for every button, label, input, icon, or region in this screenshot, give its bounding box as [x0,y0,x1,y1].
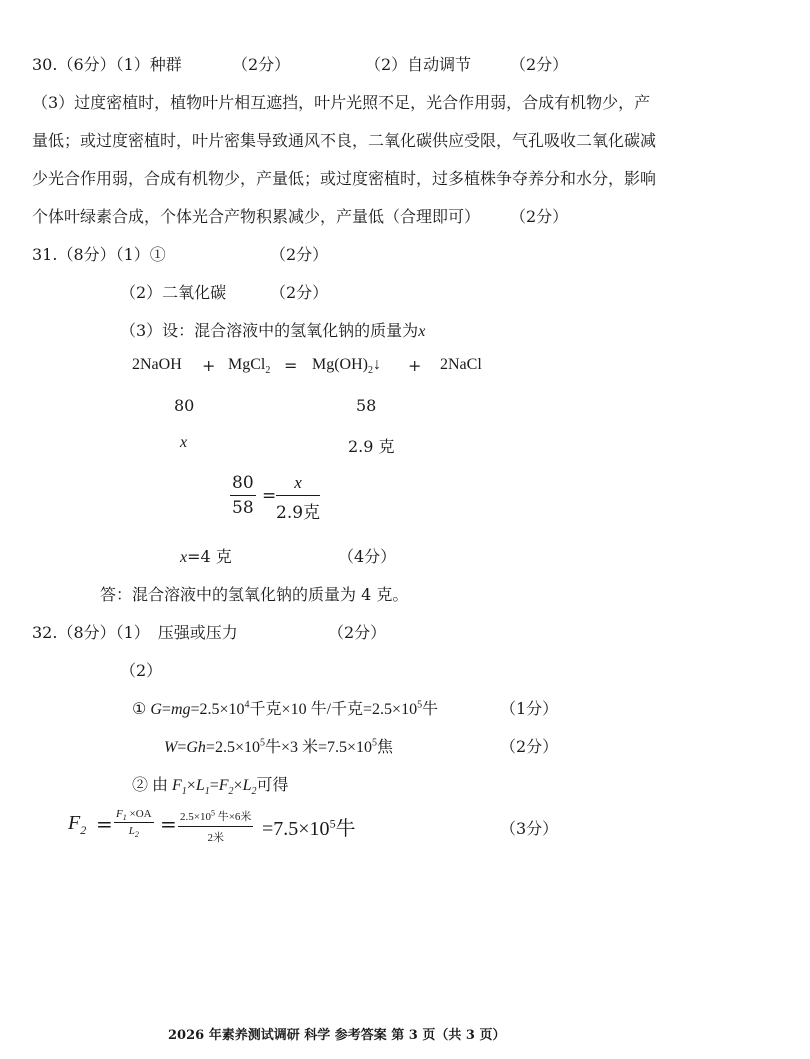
fraction-right: x 2.9克 [276,473,321,523]
q32-score-gravity: （1分） [500,699,559,718]
q32-head: 32.（8分）（1） 压强或压力 [32,623,238,642]
q31-result: x=4 克 [180,547,232,566]
formula-equals: = [160,812,177,836]
formula-lhs: $F_2$ [68,812,87,837]
q31-part-3-text: （3）设：混合溶液中的氢氧化钠的质量为 [120,321,419,340]
q32-score-1: （2分） [328,623,387,642]
given-mass: 2.9 克 [348,437,395,456]
formula-result: $=7.5\times 10^5$牛 [262,816,356,840]
formula-fraction-symbolic: $\frac{F_1 \times OA}{L_2}$ [116,808,152,840]
reaction-reactant-naoh: 2NaOH [132,356,182,373]
q32-part-2: （2） [120,661,163,680]
q30-score-2: （2分） [510,55,569,74]
molar-mass-mgoh2: 58 [356,396,377,415]
q30-line: （3）过度密植时，植物叶片相互遮挡，叶片光照不足，光合作用弱，合成有机物少，产 [32,93,651,112]
fraction-equals: = [262,486,277,506]
q30-score-1: （2分） [232,55,291,74]
q30-part-2: （2）自动调节 [365,55,472,74]
q31-score-2: （2分） [270,283,329,302]
q32-line-work: $W=Gh=2.5\times 10^5$牛×3 米$=7.5\times 10^5$焦 [164,737,394,756]
q30-score-3: （2分） [510,207,569,226]
q31-part-3 [120,318,425,341]
q32-line-lever: ② 由 $F_1\times L_1=F_2\times L_2$可得 [132,777,289,798]
q31-var-x: x [418,323,426,340]
formula-fraction-numeric: $2.5\times 10^5$ 牛×6米 2米 [180,808,252,844]
molar-mass-naoh: 80 [174,396,195,415]
reaction-reactant-mgcl2: MgCl$_2$ [228,356,271,377]
q31-score-1: （2分） [270,245,329,264]
q32-line-gravity: ① $G=mg=2.5\times 10^4$千克×10 牛/千克$=2.5\times 10^5$牛 [132,699,439,718]
q31-answer: 答：混合溶液中的氢氧化钠的质量为 4 克。 [100,585,409,604]
q31-part-2: （2）二氧化碳 [120,283,227,302]
q31-head: 31.（8分）（1）① [32,245,166,264]
reaction-equals: = [284,356,298,375]
reaction-product-mgoh2: $Mg(OH)_2↓$ [312,356,381,377]
unknown-x: x [180,434,188,451]
formula-equals: = [96,812,113,836]
q30-head: 30.（6分）（1）种群 [32,55,182,74]
reaction-plus: + [202,356,216,375]
fraction-left: $\frac{80}{58}$ [232,473,254,518]
page-footer: 2026 年素养测试调研 科学 参考答案 第 3 页（共 3 页） [168,1028,506,1043]
q30-line: 量低；或过度密植时，叶片密集导致通风不良，二氧化碳供应受限，气孔吸收二氧化碳减 [32,131,657,150]
reaction-plus: + [408,356,422,375]
q32-score-formula: （3分） [500,819,559,838]
q30-line: 少光合作用弱，合成有机物少，产量低；或过度密植时，过多植株争夺养分和水分，影响 [32,169,657,188]
q31-score-3: （4分） [338,547,397,566]
q32-score-work: （2分） [500,737,559,756]
reaction-product-nacl: 2NaCl [440,356,482,373]
q30-line: 个体叶绿素合成，个体光合产物积累减少，产量低（合理即可） [32,207,481,226]
